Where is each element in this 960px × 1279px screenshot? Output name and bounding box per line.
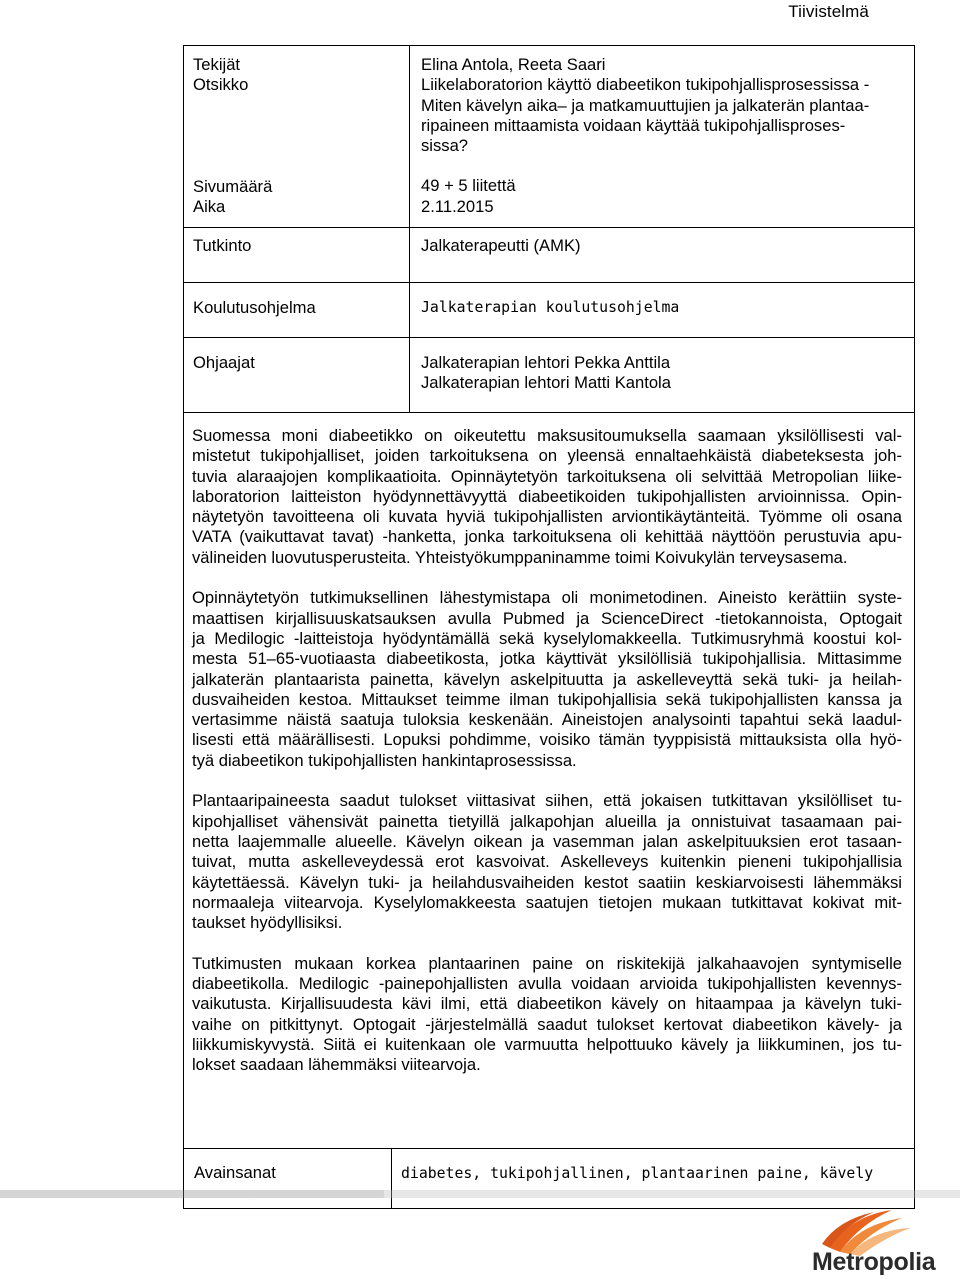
abstract-line: lokset saadaan lähemmäksi viitearvoja. <box>192 1055 481 1075</box>
abstract-line: liikkumiskyvystä. Siitä ei kuitenkaan ole varmuutta helpottuuko kävely ja liikkuminen, jos tu- <box>192 1034 902 1054</box>
pages-value: 49 + 5 liitettä <box>421 176 516 196</box>
logo-text: Metropolia <box>812 1248 936 1276</box>
abstract-paragraph-3 <box>192 791 902 933</box>
abstract-line: tuivat, mutta askelleveydessä erot kasvoivat. Askelleveys kuitenkin pieneni tukipohjallisia <box>192 852 902 872</box>
abstract-paragraph-2 <box>192 588 902 771</box>
abstract-body <box>184 413 914 1149</box>
degree-label: Tutkinto <box>184 228 410 282</box>
programme-value: Jalkaterapian koulutusohjelma <box>421 299 680 316</box>
abstract-line: vaihe on pitkittynyt. Optogait -järjestelmällä saadut tulokset kertovat diabeetikon kävely- ja <box>192 1014 902 1034</box>
abstract-line: Suomessa moni diabeetikko on oikeutettu maksusitoumuksella saamaan yksilöllisesti val- <box>192 426 902 445</box>
abstract-paragraph-1 <box>192 426 902 568</box>
abstract-paragraph-4 <box>192 954 902 1076</box>
programme-label: Koulutusohjelma <box>184 283 410 337</box>
abstract-line: laboratorion laitteiston hyödynnettävyyttä diabeetikoiden tukipohjallisten arvioinnissa. Opin- <box>192 486 902 506</box>
degree-row <box>184 228 914 283</box>
abstract-line: ja Medilogic -laitteistoja hyödyntämällä sekä kyselylomakkeella. Tutkimusryhmä koostui kol- <box>192 628 902 648</box>
abstract-line: lisesti että määrällisesti. Lopuksi pohdimme, voisiko tämän tyyppisistä mittauksista olla hyö- <box>192 730 902 750</box>
abstract-line: Opinnäytetyön tutkimuksellinen lähestymistapa oli monimetodinen. Aineisto kerättiin syste- <box>192 588 902 608</box>
pages-label: Sivumäärä <box>193 176 273 196</box>
abstract-line: tuvia alaraajojen komplikaatioita. Opinnäytetyön tarkoituksena oli selvittää Metropolian liike- <box>192 466 902 486</box>
title-line: Miten kävelyn aika– ja matkamuuttujien ja jalkaterän plantaa- <box>421 95 870 115</box>
abstract-line: normaaleja viitearvoja. Kyselylomakkeesta saatujen tietojen mukaan tutkittavat kokivat mit- <box>192 892 902 912</box>
abstract-line: tyä diabeetikon tukipohjallisten hankintaprosessissa. <box>192 750 577 770</box>
date-label: Aika <box>193 196 226 216</box>
keywords-row <box>184 1149 914 1208</box>
supervisors-label: Ohjaajat <box>184 338 410 412</box>
keywords-value: diabetes, tukipohjallinen, plantaarinen paine, kävely <box>401 1165 874 1182</box>
keywords-label: Avainsanat <box>184 1149 392 1208</box>
abstract-line: netta laajemmalle alueelle. Kävelyn oikean ja vasemman jalan askelpituuksien erot tasaan- <box>192 831 902 851</box>
authors-title-values <box>410 46 914 227</box>
abstract-line: vertasimme näistä saatuja tuloksia keskenään. Aineistojen analysointi tapahtui sekä laadul- <box>192 710 902 730</box>
authors-label: Tekijät <box>193 55 241 74</box>
abstract-line: dusvaiheiden kestoa. Mittaukset teimme ilman tukipohjallisia sekä tukipohjallisten kanssa ja <box>192 689 902 709</box>
authors-title-labels <box>184 46 410 227</box>
title-line: sissa? <box>421 136 469 156</box>
supervisor-1: Jalkaterapian lehtori Pekka Anttila <box>421 353 671 372</box>
supervisors-value <box>410 338 914 412</box>
document-type-label: Tiivistelmä <box>788 2 869 21</box>
supervisor-2: Jalkaterapian lehtori Matti Kantola <box>421 373 671 393</box>
abstract-line: käytettäessä. Kävelyn tuki- ja heilahdusvaiheiden kestot saatiin keskiarvoisesti lähemmäksi <box>192 872 902 892</box>
title-line: ripaineen mittaamista voidaan käyttää tukipohjallisproses- <box>421 115 846 135</box>
abstract-line: Tutkimusten mukaan korkea plantaarinen paine on riskitekijä jalkahaavojen syntymiselle <box>192 953 902 973</box>
degree-value: Jalkaterapeutti (AMK) <box>421 236 581 255</box>
date-value: 2.11.2015 <box>421 196 494 216</box>
title-value <box>421 75 902 156</box>
abstract-table <box>183 45 915 1209</box>
abstract-line: vaikutusta. Kirjallisuudesta kävi ilmi, että diabeetikon kävely on hitaampaa ja kävelyn tuki- <box>192 994 902 1014</box>
programme-row <box>184 283 914 338</box>
abstract-line: Plantaaripaineesta saadut tulokset viittasivat siihen, että jokaisen tutkittavan yksilölliset tu- <box>192 791 902 811</box>
abstract-line: jalkaterän plantaarista painetta, kävelyn askelpituutta ja askelleveyttä sekä tuki- ja heilah- <box>192 669 902 689</box>
title-label: Otsikko <box>193 75 249 95</box>
title-line: Liikelaboratorion käyttö diabeetikon tukipohjallisprosessissa - <box>421 75 870 95</box>
abstract-line: kipohjalliset vähensivät painetta tietyillä jalkapohjan alueilla ja onnistuivat tasaamaan pai- <box>192 811 902 831</box>
abstract-line: mistetut tukipohjalliset, joiden tarkoituksena on yleensä ennaltaehkäistä diabeteksesta joh- <box>192 446 902 466</box>
abstract-line: VATA (vaikuttavat tavat) -hanketta, jonka tarkoituksena oli kehittää näyttöön perustuvia apu- <box>192 527 902 547</box>
abstract-line: maattisen kirjallisuuskatsauksen avulla Pubmed ja ScienceDirect -tietokannoista, Optogait <box>192 608 902 628</box>
supervisors-row <box>184 338 914 413</box>
abstract-line: taukset hyödyllisiksi. <box>192 913 343 933</box>
abstract-line: välineiden luovutusperusteita. Yhteistyökumppaninamme toimi Koivukylän terveysasema. <box>192 547 848 567</box>
footer-rule <box>0 1190 960 1198</box>
abstract-line: diabeetikolla. Medilogic -painepohjallisten avulla voidaan arvioida tukipohjallisten kevennys- <box>192 974 902 994</box>
authors-value: Elina Antola, Reeta Saari <box>421 55 606 74</box>
abstract-line: mesta 51–65-vuotiaasta diabeetikosta, jotka käyttivät yksilöllisiä tukipohjallisia. Mittasimme <box>192 649 902 669</box>
abstract-line: näytetyön tavoitteena oli kuvata hyviä tukipohjallisten arviontikäytänteitä. Työmme oli osana <box>192 507 902 527</box>
authors-title-row <box>184 46 914 228</box>
